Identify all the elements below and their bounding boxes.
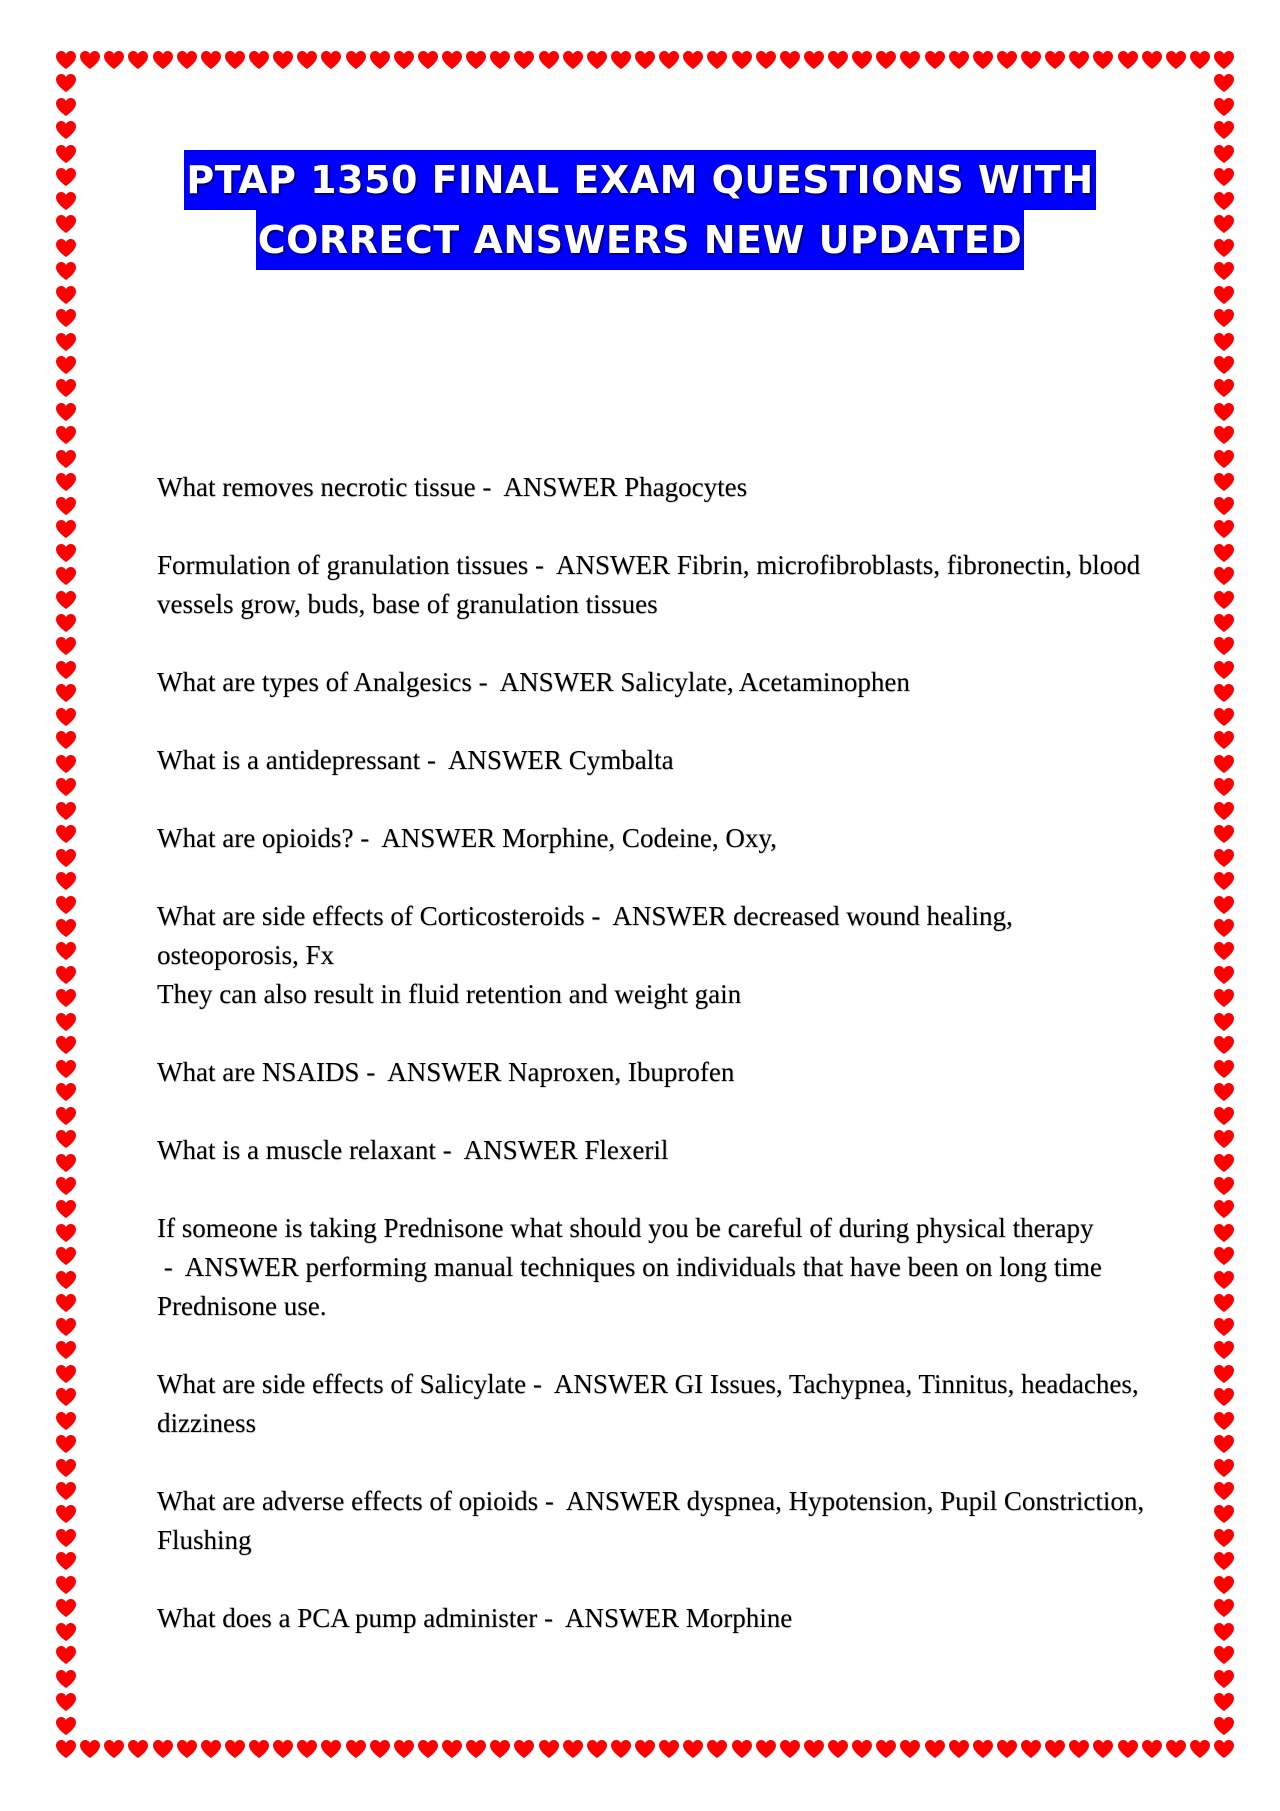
question-text: If someone is taking Prednisone what should you be careful of during physical therapy (157, 1213, 1094, 1243)
heart-icon (1213, 543, 1235, 563)
heart-icon (1213, 660, 1235, 680)
heart-icon (55, 801, 77, 821)
answer-label: ANSWER (184, 1252, 299, 1282)
heart-icon (55, 1012, 77, 1032)
heart-icon (55, 1035, 77, 1055)
heart-icon (393, 1739, 415, 1759)
heart-icon (55, 707, 77, 727)
heart-icon (1213, 1270, 1235, 1290)
answer-text: Cymbalta (568, 745, 674, 775)
heart-icon (1213, 1129, 1235, 1149)
heart-icon (55, 402, 77, 422)
heart-icon (55, 683, 77, 703)
heart-icon (1213, 1153, 1235, 1173)
heart-icon (1213, 1340, 1235, 1360)
heart-icon (538, 1739, 560, 1759)
heart-icon (1213, 1106, 1235, 1126)
qa-item: What is a antidepressant - ANSWER Cymbalta (157, 745, 674, 775)
heart-icon (1068, 50, 1090, 70)
qa-item: What are side effects of Salicylate - ANSWER GI Issues, Tachypnea, Tinnitus, headaches, dizziness (157, 1369, 1139, 1438)
heart-icon (803, 1739, 825, 1759)
heart-icon (55, 1270, 77, 1290)
heart-icon (55, 1551, 77, 1571)
heart-icon (55, 1059, 77, 1079)
question-text: What are side effects of Corticosteroids (157, 901, 585, 931)
heart-icon (55, 355, 77, 375)
heart-icon (489, 1739, 511, 1759)
heart-icon (706, 50, 728, 70)
heart-icon (1213, 1575, 1235, 1595)
heart-icon (224, 1739, 246, 1759)
heart-icon (682, 1739, 704, 1759)
answer-label: ANSWER (553, 1369, 668, 1399)
heart-icon (899, 1739, 921, 1759)
heart-icon (296, 1739, 318, 1759)
heart-icon (1020, 1739, 1042, 1759)
qa-item: What are types of Analgesics - ANSWER Salicylate, Acetaminophen (157, 667, 910, 697)
heart-icon (55, 308, 77, 328)
heart-icon (55, 1692, 77, 1712)
heart-icon (1213, 1387, 1235, 1407)
answer-text: Flexeril (584, 1135, 669, 1165)
heart-icon (55, 1153, 77, 1173)
heart-icon (1213, 1669, 1235, 1689)
heart-icon (55, 1434, 77, 1454)
heart-icon (972, 1739, 994, 1759)
heart-icon (320, 1739, 342, 1759)
heart-icon (55, 519, 77, 539)
qa-item: If someone is taking Prednisone what should you be careful of during physical therapy - ANSWER performing manual techniques on individuals that have been on long time Prednisone use. (157, 1213, 1102, 1321)
title-line-1: PTAP 1350 FINAL EXAM QUESTIONS WITH (184, 150, 1095, 210)
heart-icon (1213, 895, 1235, 915)
heart-icon (55, 660, 77, 680)
heart-icon (55, 1669, 77, 1689)
heart-icon (55, 1411, 77, 1431)
heart-icon (1213, 1035, 1235, 1055)
heart-icon (1213, 73, 1235, 93)
heart-icon (55, 496, 77, 516)
heart-icon (1213, 1364, 1235, 1384)
heart-icon (682, 50, 704, 70)
answer-text: Morphine, Codeine, Oxy, (501, 823, 777, 853)
heart-icon (1213, 1317, 1235, 1337)
heart-icon (875, 1739, 897, 1759)
qa-item: What is a muscle relaxant - ANSWER Flexeril (157, 1135, 669, 1165)
heart-icon (224, 50, 246, 70)
heart-icon (803, 50, 825, 70)
heart-icon (562, 50, 584, 70)
heart-icon (1213, 1199, 1235, 1219)
heart-icon (538, 50, 560, 70)
heart-icon (55, 848, 77, 868)
heart-icon (55, 1340, 77, 1360)
heart-icon (1213, 1012, 1235, 1032)
qa-item: What are NSAIDS - ANSWER Naproxen, Ibuprofen (157, 1057, 735, 1087)
answer-text: decreased wound healing, osteoporosis, Fx (157, 901, 1013, 970)
heart-icon (1213, 1504, 1235, 1524)
heart-icon (1213, 754, 1235, 774)
heart-icon (513, 50, 535, 70)
heart-icon (1213, 707, 1235, 727)
heart-icon (1213, 988, 1235, 1008)
answer-text: Salicylate, Acetaminophen (620, 667, 910, 697)
heart-icon (1213, 1645, 1235, 1665)
heart-icon (441, 1739, 463, 1759)
heart-icon (1213, 285, 1235, 305)
heart-icon (1213, 590, 1235, 610)
heart-icon (55, 472, 77, 492)
heart-icon (1213, 871, 1235, 891)
answer-text: Phagocytes (624, 472, 748, 502)
heart-icon (1165, 1739, 1187, 1759)
answer-text: Naproxen, Ibuprofen (507, 1057, 735, 1087)
heart-icon (55, 1106, 77, 1126)
question-text: What are NSAIDS (157, 1057, 360, 1087)
heart-icon (103, 1739, 125, 1759)
heart-icon (55, 1739, 77, 1759)
answer-note: They can also result in fluid retention and weight gain (157, 979, 742, 1009)
heart-icon (200, 50, 222, 70)
heart-icon (1213, 1458, 1235, 1478)
answer-text: performing manual techniques on individuals that have been on long time Prednisone use. (157, 1252, 1102, 1321)
heart-icon (1213, 355, 1235, 375)
heart-icon (1213, 472, 1235, 492)
document-title (0, 150, 1280, 270)
heart-icon (1213, 683, 1235, 703)
heart-icon (55, 730, 77, 750)
heart-icon (55, 1481, 77, 1501)
heart-icon (1213, 1692, 1235, 1712)
heart-icon (1213, 97, 1235, 117)
heart-icon (1213, 1551, 1235, 1571)
heart-icon (948, 50, 970, 70)
heart-icon (55, 754, 77, 774)
heart-icon (827, 50, 849, 70)
heart-icon (55, 1622, 77, 1642)
heart-icon (152, 50, 174, 70)
heart-icon (562, 1739, 584, 1759)
heart-icon (1117, 50, 1139, 70)
heart-icon (948, 1739, 970, 1759)
heart-icon (586, 1739, 608, 1759)
heart-icon (55, 1716, 77, 1736)
heart-icon (320, 50, 342, 70)
answer-text: GI Issues, Tachypnea, Tinnitus, headaches, dizziness (157, 1369, 1139, 1438)
heart-icon (55, 566, 77, 586)
heart-icon (1213, 1411, 1235, 1431)
heart-icon (55, 1082, 77, 1102)
heart-icon (1213, 918, 1235, 938)
heart-icon (1189, 50, 1211, 70)
heart-icon (489, 50, 511, 70)
heart-icon (369, 50, 391, 70)
heart-icon (779, 50, 801, 70)
heart-icon (1213, 1059, 1235, 1079)
heart-icon (55, 1176, 77, 1196)
heart-icon (55, 1528, 77, 1548)
heart-icon (1213, 613, 1235, 633)
heart-icon (1189, 1739, 1211, 1759)
qa-list (157, 468, 1147, 1677)
qa-item: What removes necrotic tissue - ANSWER Phagocytes (157, 472, 748, 502)
heart-icon (731, 1739, 753, 1759)
heart-icon (55, 285, 77, 305)
heart-icon (55, 1645, 77, 1665)
heart-icon (417, 50, 439, 70)
answer-label: ANSWER (463, 1135, 578, 1165)
heart-icon (1213, 120, 1235, 140)
heart-icon (55, 965, 77, 985)
heart-icon (634, 50, 656, 70)
answer-text: Morphine (685, 1603, 793, 1633)
heart-icon (55, 378, 77, 398)
heart-icon (706, 1739, 728, 1759)
heart-icon (1213, 308, 1235, 328)
heart-icon (1141, 50, 1163, 70)
answer-label: ANSWER (565, 1486, 680, 1516)
answer-label: ANSWER (499, 667, 614, 697)
heart-icon (610, 1739, 632, 1759)
heart-icon (1068, 1739, 1090, 1759)
heart-icon (55, 120, 77, 140)
heart-icon (248, 1739, 270, 1759)
heart-icon (296, 50, 318, 70)
heart-icon (1213, 965, 1235, 985)
heart-icon (55, 1575, 77, 1595)
heart-icon (176, 1739, 198, 1759)
answer-label: ANSWER (447, 745, 562, 775)
heart-icon (248, 50, 270, 70)
heart-icon (1213, 1176, 1235, 1196)
heart-icon (393, 50, 415, 70)
heart-icon (658, 50, 680, 70)
heart-icon (127, 50, 149, 70)
heart-icon (55, 895, 77, 915)
qa-item: What does a PCA pump administer - ANSWER Morphine (157, 1603, 793, 1633)
qa-item: What are side effects of Corticosteroids - ANSWER decreased wound healing, osteoporosis, Fx They can also result in fluid retention and weight gain (157, 897, 1147, 1014)
heart-icon (55, 332, 77, 352)
heart-icon (1213, 332, 1235, 352)
answer-label: ANSWER (612, 901, 727, 931)
heart-icon (55, 1598, 77, 1618)
heart-icon (1213, 1293, 1235, 1313)
heart-icon (345, 50, 367, 70)
heart-icon (1213, 1622, 1235, 1642)
heart-icon (55, 777, 77, 797)
question-text: What are adverse effects of opioids (157, 1486, 539, 1516)
heart-icon (1213, 1223, 1235, 1243)
heart-icon (851, 1739, 873, 1759)
heart-icon (875, 50, 897, 70)
heart-icon (345, 1739, 367, 1759)
heart-icon (55, 824, 77, 844)
heart-icon (1213, 1716, 1235, 1736)
heart-icon (417, 1739, 439, 1759)
heart-icon (1092, 1739, 1114, 1759)
heart-icon (586, 50, 608, 70)
heart-icon (200, 1739, 222, 1759)
heart-icon (755, 50, 777, 70)
heart-icon (996, 50, 1018, 70)
heart-icon (851, 50, 873, 70)
heart-icon (176, 50, 198, 70)
heart-icon (513, 1739, 535, 1759)
heart-icon (55, 1317, 77, 1337)
answer-label: ANSWER (555, 550, 670, 580)
title-line-2: CORRECT ANSWERS NEW UPDATED (256, 210, 1025, 270)
heart-icon (1213, 519, 1235, 539)
heart-icon (1213, 941, 1235, 961)
heart-icon (55, 1199, 77, 1219)
answer-text: dyspnea, Hypotension, Pupil Constriction, Flushing (157, 1486, 1145, 1555)
heart-icon (55, 636, 77, 656)
heart-icon (1213, 50, 1235, 70)
heart-icon (1044, 1739, 1066, 1759)
heart-icon (924, 1739, 946, 1759)
heart-icon (272, 50, 294, 70)
heart-icon (1213, 425, 1235, 445)
answer-label: ANSWER (381, 823, 496, 853)
heart-icon (1213, 824, 1235, 844)
heart-icon (55, 1129, 77, 1149)
heart-icon (1213, 402, 1235, 422)
heart-icon (369, 1739, 391, 1759)
heart-icon (55, 871, 77, 891)
heart-icon (55, 1364, 77, 1384)
heart-icon (731, 50, 753, 70)
heart-icon (1213, 1528, 1235, 1548)
heart-icon (1213, 496, 1235, 516)
heart-icon (55, 941, 77, 961)
heart-icon (1165, 50, 1187, 70)
heart-icon (79, 1739, 101, 1759)
question-text: What are types of Analgesics (157, 667, 472, 697)
qa-item: What are opioids? - ANSWER Morphine, Codeine, Oxy, (157, 823, 777, 853)
heart-icon (899, 50, 921, 70)
heart-icon (1141, 1739, 1163, 1759)
heart-icon (127, 1739, 149, 1759)
heart-icon (1213, 449, 1235, 469)
question-text: What are opioids? (157, 823, 354, 853)
heart-icon (1213, 1739, 1235, 1759)
heart-icon (465, 50, 487, 70)
heart-icon (924, 50, 946, 70)
heart-icon (827, 1739, 849, 1759)
heart-icon (55, 543, 77, 563)
heart-icon (55, 425, 77, 445)
heart-icon (55, 1223, 77, 1243)
heart-icon (55, 97, 77, 117)
heart-icon (1213, 566, 1235, 586)
heart-icon (658, 1739, 680, 1759)
heart-icon (1044, 50, 1066, 70)
heart-icon (972, 50, 994, 70)
heart-icon (55, 988, 77, 1008)
heart-icon (55, 449, 77, 469)
heart-icon (1213, 801, 1235, 821)
heart-icon (55, 590, 77, 610)
heart-icon (55, 1387, 77, 1407)
heart-icon (1213, 636, 1235, 656)
heart-icon (1213, 848, 1235, 868)
heart-icon (779, 1739, 801, 1759)
heart-icon (272, 1739, 294, 1759)
heart-icon (55, 1246, 77, 1266)
heart-icon (1213, 1481, 1235, 1501)
heart-icon (55, 73, 77, 93)
answer-label: ANSWER (503, 472, 618, 502)
heart-icon (1020, 50, 1042, 70)
heart-icon (441, 50, 463, 70)
answer-text: Fibrin, microfibroblasts, fibronectin, blood vessels grow, buds, base of granulation tissues (157, 550, 1141, 619)
heart-icon (1213, 777, 1235, 797)
answer-label: ANSWER (387, 1057, 502, 1087)
heart-icon (103, 50, 125, 70)
question-text: What is a antidepressant (157, 745, 421, 775)
heart-icon (1213, 1246, 1235, 1266)
heart-icon (634, 1739, 656, 1759)
question-text: Formulation of granulation tissues (157, 550, 529, 580)
heart-icon (152, 1739, 174, 1759)
heart-icon (755, 1739, 777, 1759)
heart-icon (465, 1739, 487, 1759)
qa-item: Formulation of granulation tissues - ANSWER Fibrin, microfibroblasts, fibronectin, blood vessels grow, buds, base of granulation tissues (157, 550, 1141, 619)
heart-icon (55, 918, 77, 938)
question-text: What are side effects of Salicylate (157, 1369, 527, 1399)
heart-icon (1092, 50, 1114, 70)
question-text: What is a muscle relaxant (157, 1135, 436, 1165)
heart-icon (79, 50, 101, 70)
question-text: What does a PCA pump administer (157, 1603, 538, 1633)
heart-icon (1213, 730, 1235, 750)
heart-icon (996, 1739, 1018, 1759)
heart-icon (55, 50, 77, 70)
heart-icon (610, 50, 632, 70)
heart-icon (1213, 378, 1235, 398)
heart-icon (55, 1293, 77, 1313)
heart-icon (55, 1458, 77, 1478)
heart-icon (1213, 1434, 1235, 1454)
qa-item: What are adverse effects of opioids - ANSWER dyspnea, Hypotension, Pupil Constriction, Flushing (157, 1486, 1145, 1555)
heart-icon (55, 1504, 77, 1524)
answer-label: ANSWER (564, 1603, 679, 1633)
heart-icon (55, 613, 77, 633)
heart-icon (1213, 1598, 1235, 1618)
heart-icon (1213, 1082, 1235, 1102)
heart-icon (1117, 1739, 1139, 1759)
question-text: What removes necrotic tissue (157, 472, 476, 502)
